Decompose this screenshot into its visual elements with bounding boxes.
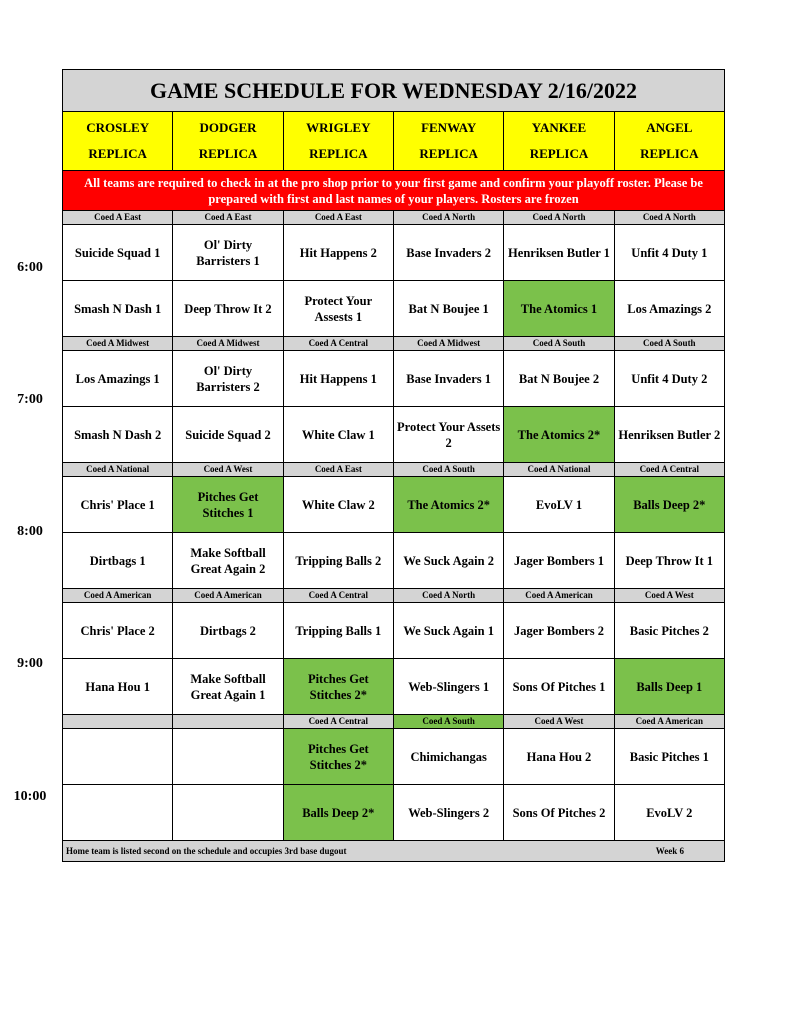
team-cell: Smash N Dash 1 <box>63 281 173 337</box>
team-cell: Protect Your Assests 1 <box>283 281 393 337</box>
team-cell: White Claw 2 <box>283 477 393 533</box>
team-cell: Base Invaders 1 <box>393 351 503 407</box>
team-cell <box>63 729 173 785</box>
team-cell: Hana Hou 2 <box>504 729 614 785</box>
division-label: Coed A West <box>173 463 283 477</box>
team-cell: Sons Of Pitches 1 <box>504 659 614 715</box>
team-cell: Deep Throw It 1 <box>614 533 724 589</box>
division-label: Coed A Midwest <box>393 337 503 351</box>
division-label: Coed A American <box>614 715 724 729</box>
division-label: Coed A South <box>393 715 503 729</box>
team-cell: Bat N Boujee 1 <box>393 281 503 337</box>
time-label-6: 6:00 <box>17 260 43 275</box>
division-label: Coed A South <box>614 337 724 351</box>
field-header: CROSLEY REPLICA <box>63 112 173 171</box>
team-cell-highlighted: Balls Deep 2* <box>614 477 724 533</box>
team-cell: Los Amazings 2 <box>614 281 724 337</box>
team-cell: Make Softball Great Again 1 <box>173 659 283 715</box>
team-cell: Chris' Place 1 <box>63 477 173 533</box>
field-header: DODGER REPLICA <box>173 112 283 171</box>
division-label <box>63 715 173 729</box>
team-cell: Make Softball Great Again 2 <box>173 533 283 589</box>
team-cell: Web-Slingers 2 <box>393 785 503 841</box>
division-label: Coed A American <box>504 589 614 603</box>
home-team-note: Home team is listed second on the schedule and occupies 3rd base dugout <box>66 846 347 856</box>
team-cell: Chris' Place 2 <box>63 603 173 659</box>
team-cell: Unfit 4 Duty 1 <box>614 225 724 281</box>
team-cell: Web-Slingers 1 <box>393 659 503 715</box>
division-label: Coed A East <box>283 463 393 477</box>
division-label: Coed A American <box>63 589 173 603</box>
team-cell: Dirtbags 2 <box>173 603 283 659</box>
team-cell: Henriksen Butler 2 <box>614 407 724 463</box>
footer-bar <box>63 841 725 862</box>
division-label: Coed A South <box>393 463 503 477</box>
team-cell: Protect Your Assets 2 <box>393 407 503 463</box>
team-cell: Basic Pitches 1 <box>614 729 724 785</box>
division-label: Coed A Central <box>283 715 393 729</box>
team-cell: EvoLV 2 <box>614 785 724 841</box>
team-cell-highlighted: Balls Deep 2* <box>283 785 393 841</box>
team-cell-highlighted: Pitches Get Stitches 2* <box>283 659 393 715</box>
team-cell: Suicide Squad 1 <box>63 225 173 281</box>
time-label-7: 7:00 <box>17 392 43 407</box>
division-label: Coed A American <box>173 589 283 603</box>
division-label: Coed A North <box>393 211 503 225</box>
division-label: Coed A West <box>504 715 614 729</box>
division-label: Coed A North <box>614 211 724 225</box>
field-header: ANGEL REPLICA <box>614 112 724 171</box>
division-label <box>173 715 283 729</box>
field-header: YANKEE REPLICA <box>504 112 614 171</box>
team-cell-highlighted: The Atomics 2* <box>504 407 614 463</box>
field-header: WRIGLEY REPLICA <box>283 112 393 171</box>
division-label: Coed A East <box>63 211 173 225</box>
team-cell: Chimichangas <box>393 729 503 785</box>
team-cell-highlighted: Pitches Get Stitches 1 <box>173 477 283 533</box>
team-cell: Jager Bombers 1 <box>504 533 614 589</box>
time-label-10: 10:00 <box>13 789 47 804</box>
field-header: FENWAY REPLICA <box>393 112 503 171</box>
team-cell: Tripping Balls 1 <box>283 603 393 659</box>
division-label: Coed A East <box>173 211 283 225</box>
time-label-9: 9:00 <box>17 656 43 671</box>
team-cell: Hana Hou 1 <box>63 659 173 715</box>
team-cell: Sons Of Pitches 2 <box>504 785 614 841</box>
team-cell-highlighted: The Atomics 1 <box>504 281 614 337</box>
division-label: Coed A Midwest <box>173 337 283 351</box>
team-cell: Henriksen Butler 1 <box>504 225 614 281</box>
team-cell-highlighted: Balls Deep 1 <box>614 659 724 715</box>
schedule-table <box>62 69 725 862</box>
division-label: Coed A North <box>393 589 503 603</box>
schedule-title: GAME SCHEDULE FOR WEDNESDAY 2/16/2022 <box>63 70 725 112</box>
team-cell: Base Invaders 2 <box>393 225 503 281</box>
schedule-sheet <box>62 69 725 862</box>
week-label: Week 6 <box>655 846 684 856</box>
team-cell: Unfit 4 Duty 2 <box>614 351 724 407</box>
team-cell-highlighted: The Atomics 2* <box>393 477 503 533</box>
division-label: Coed A Central <box>283 589 393 603</box>
division-label: Coed A Central <box>614 463 724 477</box>
division-label: Coed A National <box>504 463 614 477</box>
division-label: Coed A Midwest <box>63 337 173 351</box>
time-label-8: 8:00 <box>17 524 43 539</box>
team-cell: Los Amazings 1 <box>63 351 173 407</box>
division-label: Coed A West <box>614 589 724 603</box>
team-cell: Jager Bombers 2 <box>504 603 614 659</box>
team-cell-highlighted: Pitches Get Stitches 2* <box>283 729 393 785</box>
team-cell <box>173 729 283 785</box>
checkin-notice: All teams are required to check in at the pro shop prior to your first game and confirm your playoff roster. Please be prepared with first and last names of your players. Rosters are frozen <box>63 171 725 211</box>
team-cell: Suicide Squad 2 <box>173 407 283 463</box>
team-cell: Dirtbags 1 <box>63 533 173 589</box>
division-label: Coed A National <box>63 463 173 477</box>
team-cell: White Claw 1 <box>283 407 393 463</box>
team-cell: Ol' Dirty Barristers 1 <box>173 225 283 281</box>
team-cell: Smash N Dash 2 <box>63 407 173 463</box>
team-cell <box>63 785 173 841</box>
team-cell: Tripping Balls 2 <box>283 533 393 589</box>
division-label: Coed A Central <box>283 337 393 351</box>
division-label: Coed A South <box>504 337 614 351</box>
team-cell: We Suck Again 2 <box>393 533 503 589</box>
division-label: Coed A North <box>504 211 614 225</box>
team-cell: Hit Happens 1 <box>283 351 393 407</box>
team-cell: Hit Happens 2 <box>283 225 393 281</box>
team-cell: We Suck Again 1 <box>393 603 503 659</box>
team-cell: Ol' Dirty Barristers 2 <box>173 351 283 407</box>
division-label: Coed A East <box>283 211 393 225</box>
team-cell: EvoLV 1 <box>504 477 614 533</box>
team-cell: Basic Pitches 2 <box>614 603 724 659</box>
team-cell: Bat N Boujee 2 <box>504 351 614 407</box>
team-cell <box>173 785 283 841</box>
team-cell: Deep Throw It 2 <box>173 281 283 337</box>
